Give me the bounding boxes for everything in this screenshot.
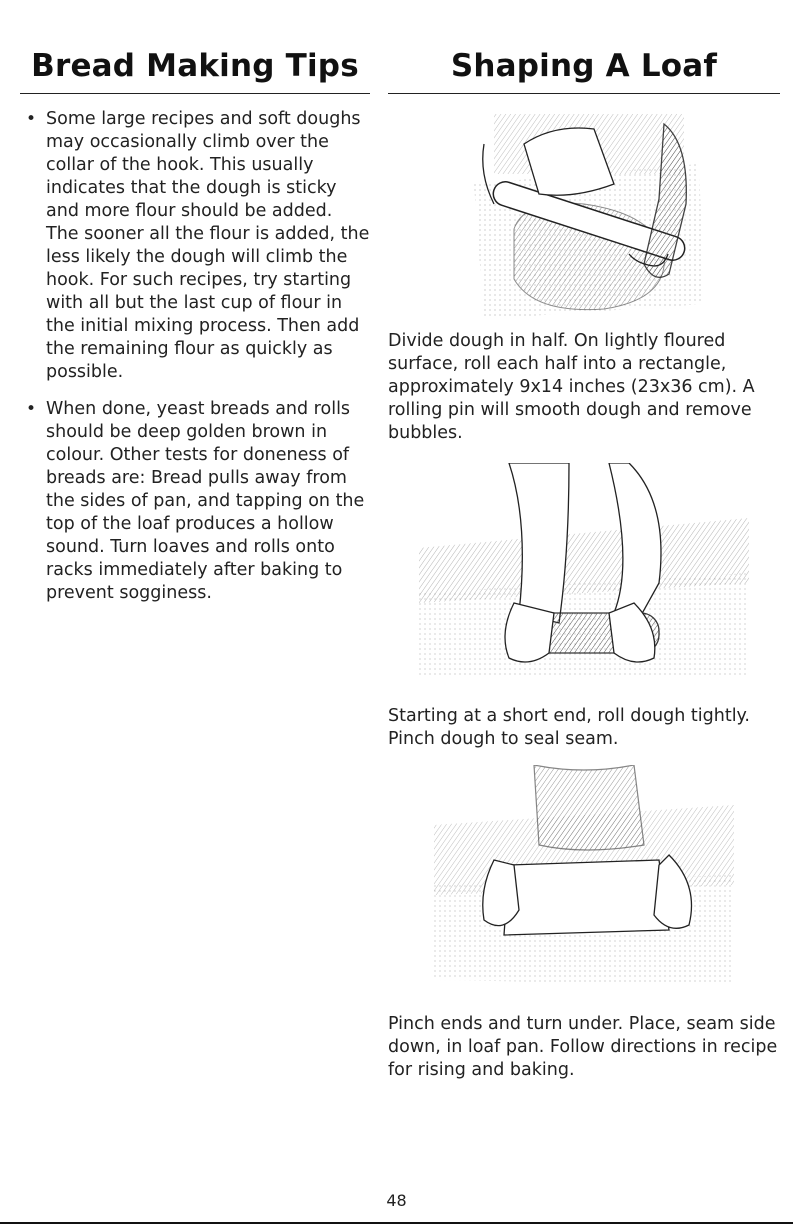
shaping-a-loaf-heading: Shaping A Loaf	[388, 48, 780, 94]
rolling-pin-illustration-icon	[454, 104, 714, 326]
bottom-rule	[0, 1222, 793, 1224]
tip-text: When done, yeast breads and rolls should be deep golden brown in colour. Other tests for doneness of breads are: Bread pulls away from the sides of pan, and tapping on the top of the loaf produces a hollow sound. Turn loaves and rolls onto racks immediately after baking to prevent sogginess.	[46, 399, 365, 603]
step-2-caption: Starting at a short end, roll dough tightly. Pinch dough to seal seam.	[388, 706, 750, 749]
bullet-icon: •	[26, 109, 37, 129]
pinching-ends-illustration-icon	[434, 765, 734, 987]
shaping-a-loaf-column	[388, 48, 780, 1082]
bread-making-tips-heading: Bread Making Tips	[20, 48, 370, 94]
tips-list	[20, 108, 370, 605]
rolling-dough-illustration-icon	[419, 463, 749, 683]
tip-text: Some large recipes and soft doughs may occasionally climb over the collar of the hook. This usually indicates that the dough is sticky and more flour should be added. The sooner all the flour is added, the less likely the dough will climb the hook. For such recipes, try starting with all but the last cup of flour in the initial mixing process. Then add the remaining flour as quickly as possible.	[46, 109, 370, 382]
step-3-caption: Pinch ends and turn under. Place, seam side down, in loaf pan. Follow directions in recipe for rising and baking.	[388, 1014, 778, 1080]
tip-item	[20, 108, 370, 384]
bread-making-tips-column	[20, 48, 370, 619]
page-number: 48	[386, 1191, 407, 1210]
step-1-caption: Divide dough in half. On lightly floured surface, roll each half into a rectangle, approximately 9x14 inches (23x36 cm). A rolling pin will smooth dough and remove bubbles.	[388, 331, 755, 443]
bullet-icon: •	[26, 399, 37, 419]
tip-item	[20, 398, 370, 605]
